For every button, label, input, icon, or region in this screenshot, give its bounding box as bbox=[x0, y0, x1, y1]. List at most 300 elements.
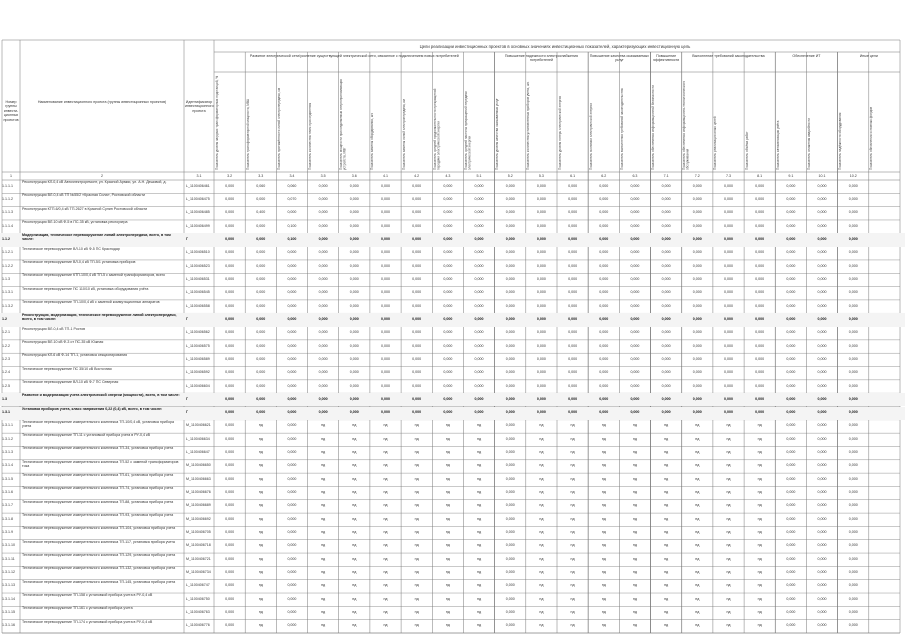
row-value: нд bbox=[258, 543, 263, 548]
column-number: 6.2 bbox=[601, 174, 607, 178]
row-value: 0,000 bbox=[817, 410, 827, 415]
row-value: 0,000 bbox=[599, 196, 609, 201]
row-value: 0,000 bbox=[318, 210, 328, 215]
row-value: 0,000 bbox=[661, 223, 671, 228]
row-value: 0,000 bbox=[380, 396, 390, 401]
row-value: нд bbox=[476, 463, 482, 468]
row-value: нд bbox=[757, 450, 762, 455]
row-value: 0,000 bbox=[349, 290, 359, 295]
row-value: 0,000 bbox=[599, 210, 609, 215]
row-value: нд bbox=[664, 503, 669, 508]
row-value: 0,000 bbox=[755, 383, 765, 388]
row-value: 0,000 bbox=[474, 276, 484, 281]
row-value: нд bbox=[570, 516, 575, 521]
row-value: нд bbox=[632, 596, 637, 601]
row-value: 0,000 bbox=[848, 396, 858, 401]
row-value: 0,000 bbox=[412, 383, 422, 388]
row-value: нд bbox=[757, 503, 762, 508]
row-project-id: Г bbox=[186, 236, 189, 241]
row-value: 0,000 bbox=[723, 250, 733, 255]
row-value: 0,000 bbox=[256, 223, 266, 228]
row-value: 0,000 bbox=[443, 383, 453, 388]
row-value: нд bbox=[352, 556, 357, 561]
row-value: нд bbox=[539, 450, 544, 455]
row-value: 0,000 bbox=[318, 383, 328, 388]
row-value: 0,000 bbox=[536, 250, 546, 255]
row-value: нд bbox=[695, 556, 700, 561]
header-goal-group: Выполнение требований законодательства bbox=[692, 54, 765, 58]
table-row bbox=[0, 620, 905, 633]
row-value: 0,000 bbox=[568, 196, 578, 201]
row-project-id: L_1100406475 bbox=[186, 196, 210, 201]
row-value: 0,000 bbox=[412, 330, 422, 335]
row-value: 0,000 bbox=[443, 356, 453, 361]
row-value: 0,000 bbox=[505, 543, 515, 548]
row-value: нд bbox=[321, 476, 326, 481]
row-value: 0,000 bbox=[692, 343, 702, 348]
row-value: нд bbox=[414, 436, 419, 441]
row-value: 0,000 bbox=[412, 223, 422, 228]
row-value: нд bbox=[757, 596, 762, 601]
row-value: 0,000 bbox=[848, 210, 858, 215]
row-value: 0,000 bbox=[443, 396, 453, 401]
row-value: 0,000 bbox=[755, 250, 765, 255]
row-value: 0,000 bbox=[817, 183, 827, 188]
row-value: 0,000 bbox=[225, 516, 235, 521]
row-value: нд bbox=[757, 583, 762, 588]
row-value: 0,000 bbox=[568, 250, 578, 255]
row-value: 0,000 bbox=[536, 370, 546, 375]
column-number: 6.3 bbox=[632, 174, 638, 178]
row-value: 0,000 bbox=[786, 223, 796, 228]
row-project-id: L_1100406499 bbox=[186, 223, 210, 228]
row-value: 0,000 bbox=[318, 250, 328, 255]
row-project-name: Техническое перевооружение измерительного комплекса ТП-74, установка прибора учета bbox=[22, 486, 174, 491]
header-indicator: Показатель количества установленных приборов учета, шт. bbox=[526, 81, 531, 170]
row-value: нд bbox=[757, 530, 762, 535]
row-value: 0,000 bbox=[848, 450, 858, 455]
row-value: 0,000 bbox=[443, 250, 453, 255]
row-value: 0,000 bbox=[692, 330, 702, 335]
row-value: 0,000 bbox=[848, 263, 858, 268]
row-value: нд bbox=[258, 436, 263, 441]
row-value: нд bbox=[757, 516, 762, 521]
row-value: 0,000 bbox=[661, 343, 671, 348]
row-value: нд bbox=[726, 516, 731, 521]
row-value: 0,000 bbox=[349, 223, 359, 228]
row-value: 0,000 bbox=[661, 410, 671, 415]
row-value: 0,000 bbox=[755, 236, 765, 241]
row-number: 1.1.1.3 bbox=[2, 210, 13, 215]
header-indicator-cell bbox=[402, 74, 432, 170]
table-row bbox=[0, 207, 905, 220]
row-value: 0,000 bbox=[817, 503, 827, 508]
row-value: 0,000 bbox=[318, 410, 328, 415]
row-value: нд bbox=[726, 503, 731, 508]
row-value: 0,000 bbox=[661, 210, 671, 215]
row-project-id: M_1100406692 bbox=[186, 516, 211, 521]
header-indicator-cell bbox=[869, 74, 899, 170]
row-project-name: Модернизация, техническое перевооружение линий электропередачи, всего, в том числе: bbox=[22, 233, 171, 242]
row-value: 0,000 bbox=[817, 610, 827, 614]
column-number: 3.2 bbox=[227, 174, 233, 178]
row-value: нд bbox=[445, 476, 450, 481]
row-value: 0,000 bbox=[568, 343, 578, 348]
row-value: 0,000 bbox=[599, 410, 609, 415]
row-value: 0,000 bbox=[786, 570, 796, 575]
row-value: 0,000 bbox=[536, 356, 546, 361]
row-value: 0,000 bbox=[505, 210, 515, 215]
row-value: 0,000 bbox=[412, 356, 422, 361]
row-value: 0,000 bbox=[630, 236, 640, 241]
row-value: 0,000 bbox=[599, 276, 609, 281]
row-value: 0,000 bbox=[692, 183, 702, 188]
row-value: 0,000 bbox=[786, 290, 796, 295]
row-value: нд bbox=[632, 570, 637, 575]
row-value: 0,000 bbox=[630, 383, 640, 388]
row-value: 0,000 bbox=[661, 370, 671, 375]
row-value: 0,000 bbox=[287, 570, 297, 575]
table-row bbox=[0, 233, 905, 246]
row-value: нд bbox=[445, 570, 450, 575]
row-value: 0,000 bbox=[786, 410, 796, 415]
row-value: 0,000 bbox=[225, 210, 235, 215]
row-project-name: Техническое перевооружение ТП-161 с установкой прибора учета bbox=[22, 606, 133, 611]
row-project-name: Реконструкция ВЛ-10 кВ Ф-3 от ПС-35 кВ Южная bbox=[22, 339, 104, 344]
row-value: 0,000 bbox=[443, 290, 453, 295]
row-value: 0,000 bbox=[786, 423, 796, 428]
header-indicator-cell bbox=[339, 74, 369, 170]
row-value: 0,000 bbox=[848, 356, 858, 361]
row-value: 0,000 bbox=[755, 223, 765, 228]
header-indicator: Показатель мощности присоединяемых энергопринимающих устройств, МВт bbox=[339, 79, 347, 170]
row-value: 0,000 bbox=[380, 370, 390, 375]
row-value: 0,000 bbox=[318, 196, 328, 201]
row-value: 0,000 bbox=[848, 423, 858, 428]
row-value: нд bbox=[383, 436, 388, 441]
row-value: нд bbox=[726, 436, 731, 441]
column-number: 7.3 bbox=[725, 174, 731, 178]
table-row bbox=[0, 273, 905, 286]
row-number: 1.3.1.4 bbox=[2, 463, 13, 468]
row-project-id: Г bbox=[186, 410, 189, 415]
row-value: 0,000 bbox=[287, 316, 297, 321]
row-value: нд bbox=[601, 436, 606, 441]
row-number: 1.1.2.2 bbox=[2, 263, 13, 268]
row-value: 0,000 bbox=[474, 383, 484, 388]
row-project-id: L_1100406461 bbox=[186, 183, 210, 188]
row-value: 0,000 bbox=[630, 410, 640, 415]
header-indicator-cell bbox=[682, 74, 712, 170]
row-value: 0,000 bbox=[848, 530, 858, 535]
header-indicator: Показатель выполнения требований законодательства bbox=[619, 88, 624, 170]
header-indicator-cell bbox=[370, 74, 400, 170]
row-value: нд bbox=[695, 530, 700, 535]
row-value: 0,000 bbox=[225, 330, 235, 335]
row-number: 1.3.1.1 bbox=[2, 423, 13, 428]
row-value: 0,000 bbox=[755, 276, 765, 281]
row-value: 0,000 bbox=[568, 290, 578, 295]
row-value: 0,000 bbox=[817, 476, 827, 481]
row-value: 0,000 bbox=[287, 290, 297, 295]
row-value: нд bbox=[664, 570, 669, 575]
row-value: 0,000 bbox=[786, 490, 796, 495]
row-value: 0,000 bbox=[505, 276, 515, 281]
row-value: 0,000 bbox=[256, 383, 266, 388]
row-value: нд bbox=[539, 570, 544, 575]
row-project-name: Установка приборов учета, класс напряжения 0,22 (0,4) кВ, всего, в том числе: bbox=[22, 406, 163, 411]
table-row bbox=[0, 580, 905, 593]
header-indicator: Показатель замены линий электропередачи, км bbox=[401, 99, 406, 170]
row-project-name: Техническое перевооружение измерительного комплекса ТП-129, установка прибора учета bbox=[22, 553, 176, 558]
row-value: 0,000 bbox=[630, 330, 640, 335]
row-value: 0,000 bbox=[692, 196, 702, 201]
row-project-name: Техническое перевооружение ВЛ-0,4 кВ ТП-5/1 установка приборов bbox=[22, 259, 136, 264]
row-value: 0,000 bbox=[443, 410, 453, 415]
header-indicator: Показатель экономии электрической энергии bbox=[588, 102, 593, 170]
row-value: 0,000 bbox=[443, 330, 453, 335]
row-value: 0,000 bbox=[755, 210, 765, 215]
row-value: 0,000 bbox=[287, 263, 297, 268]
row-value: 0,000 bbox=[349, 356, 359, 361]
header-indicator: Показатель количества точек присоединения bbox=[308, 102, 313, 170]
row-value: 0,000 bbox=[256, 290, 266, 295]
row-value: 0,000 bbox=[474, 303, 484, 308]
row-value: нд bbox=[664, 490, 669, 495]
row-value: 0,000 bbox=[817, 623, 827, 628]
row-value: нд bbox=[601, 450, 606, 455]
row-value: нд bbox=[757, 436, 762, 441]
row-value: 0,000 bbox=[848, 370, 858, 375]
row-value: 0,000 bbox=[225, 410, 235, 415]
row-value: 0,000 bbox=[412, 316, 422, 321]
row-value: 0,000 bbox=[474, 223, 484, 228]
row-value: 0,000 bbox=[225, 543, 235, 548]
row-value: 0,000 bbox=[786, 556, 796, 561]
column-number: 6.1 bbox=[570, 174, 576, 178]
row-value: 0,000 bbox=[505, 343, 515, 348]
row-value: нд bbox=[695, 623, 700, 628]
row-value: нд bbox=[476, 570, 482, 575]
row-value: 0,000 bbox=[817, 570, 827, 575]
row-value: 0,000 bbox=[817, 583, 827, 588]
row-number: 1.1.3.2 bbox=[2, 303, 13, 308]
row-number: 1.1.2.1 bbox=[2, 250, 13, 255]
row-value: 0,000 bbox=[225, 250, 235, 255]
row-value: 0,000 bbox=[287, 503, 297, 508]
row-value: нд bbox=[632, 556, 637, 561]
row-value: нд bbox=[321, 463, 326, 468]
header-indicator-cell bbox=[838, 74, 868, 170]
row-value: 0,000 bbox=[599, 183, 609, 188]
row-value: 0,000 bbox=[848, 436, 858, 441]
row-value: 0,000 bbox=[661, 276, 671, 281]
row-value: нд bbox=[476, 610, 482, 614]
column-number: 3.5 bbox=[320, 174, 326, 178]
row-value: нд bbox=[539, 596, 544, 601]
row-value: 0,000 bbox=[474, 250, 484, 255]
row-value: 0,000 bbox=[474, 290, 484, 295]
row-value: 0,000 bbox=[630, 370, 640, 375]
row-value: нд bbox=[726, 623, 731, 628]
row-value: 0,000 bbox=[380, 356, 390, 361]
row-value: нд bbox=[321, 596, 326, 601]
header-indicator-cell bbox=[464, 74, 494, 170]
row-value: 0,000 bbox=[287, 330, 297, 335]
row-value: нд bbox=[570, 596, 575, 601]
row-value: 0,000 bbox=[380, 236, 390, 241]
header-indicator-cell bbox=[745, 74, 775, 170]
row-value: нд bbox=[476, 543, 482, 548]
row-value: нд bbox=[476, 423, 482, 428]
row-value: нд bbox=[570, 463, 575, 468]
row-value: нд bbox=[383, 623, 388, 628]
row-project-id: L_1100406575 bbox=[186, 343, 210, 348]
column-number: 5.2 bbox=[507, 174, 513, 178]
row-value: нд bbox=[414, 556, 419, 561]
row-value: нд bbox=[726, 583, 731, 588]
table-row bbox=[0, 500, 905, 513]
table-row bbox=[0, 486, 905, 499]
row-value: нд bbox=[445, 610, 450, 614]
row-value: 0,000 bbox=[505, 623, 515, 628]
header-indicator: Показатель объёма работ bbox=[744, 131, 749, 170]
header-goal-group: Повышение эффективности bbox=[652, 54, 680, 63]
row-value: 0,000 bbox=[474, 236, 484, 241]
row-value: нд bbox=[664, 450, 669, 455]
row-value: нд bbox=[601, 476, 606, 481]
row-value: 0,000 bbox=[443, 183, 453, 188]
row-value: 0,000 bbox=[568, 183, 578, 188]
row-project-id: M_1100406663 bbox=[186, 476, 211, 481]
row-value: 0,000 bbox=[318, 316, 328, 321]
row-value: 0,000 bbox=[630, 396, 640, 401]
row-value: 0,000 bbox=[723, 370, 733, 375]
row-value: 0,000 bbox=[848, 516, 858, 521]
row-value: 0,000 bbox=[287, 476, 297, 481]
row-value: нд bbox=[632, 463, 637, 468]
row-value: 0,000 bbox=[630, 276, 640, 281]
row-value: нд bbox=[258, 423, 263, 428]
row-value: 0,000 bbox=[505, 236, 515, 241]
row-value: 0,000 bbox=[412, 410, 422, 415]
row-project-id: M_1100406650 bbox=[186, 463, 211, 468]
row-value: 0,000 bbox=[380, 263, 390, 268]
row-value: нд bbox=[476, 556, 482, 561]
row-project-id: L_1100406589 bbox=[186, 356, 210, 361]
row-value: нд bbox=[632, 476, 637, 481]
row-value: 0,000 bbox=[817, 223, 827, 228]
row-value: 0,000 bbox=[599, 330, 609, 335]
row-number: 1.2.2 bbox=[2, 343, 10, 348]
header-indicator-cell bbox=[308, 74, 338, 170]
table-row bbox=[0, 540, 905, 553]
row-value: нд bbox=[352, 530, 357, 535]
row-value: 0,000 bbox=[817, 343, 827, 348]
row-value: 0,000 bbox=[505, 463, 515, 468]
row-value: 0,000 bbox=[786, 303, 796, 308]
row-value: 0,000 bbox=[723, 223, 733, 228]
row-value: 0,000 bbox=[786, 543, 796, 548]
header-group-number: Номер группы инвести-ционных проектов bbox=[3, 100, 19, 122]
row-value: 0,000 bbox=[225, 223, 235, 228]
row-value: 0,100 bbox=[287, 223, 297, 228]
row-value: 0,000 bbox=[786, 516, 796, 521]
header-indicator: Показатель снижения аварийности bbox=[806, 117, 811, 170]
row-value: 0,000 bbox=[256, 276, 266, 281]
row-value: 0,000 bbox=[505, 196, 515, 201]
row-value: 0,000 bbox=[848, 236, 858, 241]
row-value: 0,000 bbox=[505, 370, 515, 375]
row-value: нд bbox=[321, 556, 326, 561]
row-value: нд bbox=[321, 570, 326, 575]
row-value: 0,000 bbox=[723, 303, 733, 308]
header-indicator: Показатель реализации иных целей bbox=[713, 116, 718, 170]
table-row bbox=[0, 473, 905, 486]
row-value: 0,000 bbox=[318, 223, 328, 228]
row-project-id: L_1100406485 bbox=[186, 210, 210, 215]
row-value: нд bbox=[601, 463, 606, 468]
header-indicator-cell bbox=[651, 74, 681, 170]
row-value: 0,000 bbox=[817, 330, 827, 335]
row-value: 0,000 bbox=[817, 316, 827, 321]
header-indicator: Показатель уровня потерь электрической энергии bbox=[557, 95, 562, 170]
row-value: нд bbox=[695, 450, 700, 455]
row-value: 0,000 bbox=[848, 623, 858, 628]
row-value: 0,000 bbox=[412, 343, 422, 348]
row-value: нд bbox=[695, 476, 700, 481]
row-value: 0,000 bbox=[848, 556, 858, 561]
row-value: 0,000 bbox=[536, 196, 546, 201]
row-value: 0,000 bbox=[786, 330, 796, 335]
row-value: нд bbox=[695, 583, 700, 588]
row-project-id: M_1100406721 bbox=[186, 556, 211, 561]
row-value: 0,000 bbox=[568, 330, 578, 335]
row-project-name: Техническое перевооружение измерительного комплекса ТП-61, установка прибора учета bbox=[22, 473, 174, 478]
row-value: нд bbox=[352, 623, 357, 628]
row-project-id: L_1100406510 bbox=[186, 250, 210, 255]
row-value: нд bbox=[664, 596, 669, 601]
row-value: 0,000 bbox=[380, 410, 390, 415]
row-value: 0,000 bbox=[349, 396, 359, 401]
row-value: нд bbox=[445, 623, 450, 628]
row-value: нд bbox=[383, 543, 388, 548]
row-value: нд bbox=[321, 423, 326, 428]
row-value: 0,000 bbox=[817, 436, 827, 441]
row-value: нд bbox=[632, 530, 637, 535]
row-value: 0,000 bbox=[225, 556, 235, 561]
row-value: 0,000 bbox=[349, 410, 359, 415]
row-value: нд bbox=[632, 503, 637, 508]
row-value: 0,060 bbox=[287, 183, 297, 188]
row-value: 0,000 bbox=[723, 210, 733, 215]
header-indicator-cell bbox=[246, 74, 276, 170]
row-value: 0,000 bbox=[786, 396, 796, 401]
row-value: нд bbox=[476, 450, 482, 455]
row-value: 0,000 bbox=[349, 316, 359, 321]
row-value: нд bbox=[383, 423, 388, 428]
column-number: 4.2 bbox=[414, 174, 420, 178]
row-value: 0,000 bbox=[225, 583, 235, 588]
header-indicator-cell bbox=[495, 74, 525, 170]
row-project-id: L_1100406647 bbox=[186, 450, 210, 455]
row-value: 0,000 bbox=[630, 250, 640, 255]
row-value: 0,000 bbox=[287, 303, 297, 308]
row-value: 0,000 bbox=[848, 383, 858, 388]
row-value: 0,000 bbox=[287, 623, 297, 628]
row-project-name: Реконструкция ВЛ-10 кВ Ф-5 в ПС-35 кВ, установка реклоузера bbox=[22, 219, 128, 224]
row-value: 0,000 bbox=[505, 183, 515, 188]
